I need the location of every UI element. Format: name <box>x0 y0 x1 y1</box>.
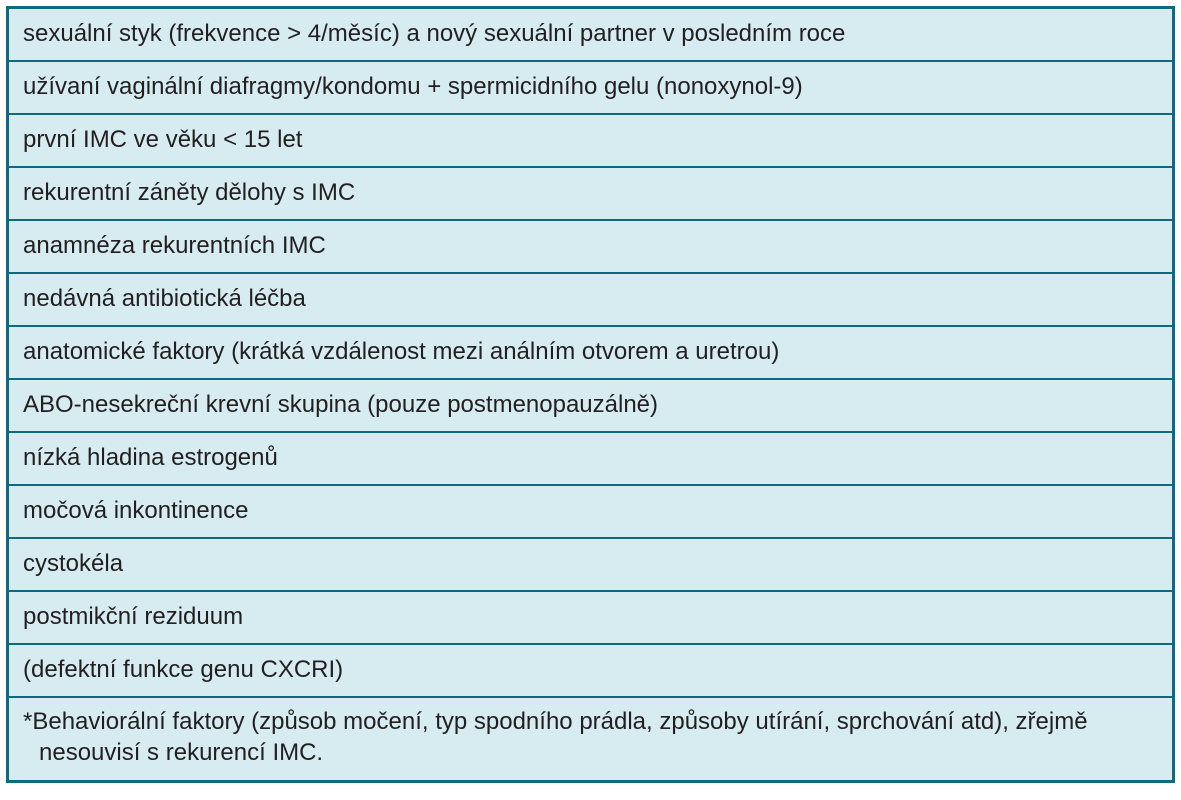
table-cell: užívaní vaginální diafragmy/kondomu + spermicidního gelu (nonoxynol-9) <box>8 61 1174 114</box>
table-cell: rekurentní záněty dělohy s IMC <box>8 167 1174 220</box>
footnote: *Behaviorální faktory (způsob močení, typ spodního prádla, způsoby utírání, sprchování atd), zřejmě nesouvisí s rekurencí IMC. <box>23 707 1088 766</box>
table-row <box>8 485 1174 538</box>
table-cell: postmikční reziduum <box>8 591 1174 644</box>
table-cell: nedávná antibiotická léčba <box>8 273 1174 326</box>
table-row <box>8 326 1174 379</box>
table-cell: močová inkontinence <box>8 485 1174 538</box>
table-row <box>8 114 1174 167</box>
table-cell: nízká hladina estrogenů <box>8 432 1174 485</box>
table-cell: první IMC ve věku < 15 let <box>8 114 1174 167</box>
table-row <box>8 538 1174 591</box>
footnote-row <box>8 697 1174 782</box>
table-row <box>8 8 1174 61</box>
table-row <box>8 644 1174 697</box>
table-row <box>8 220 1174 273</box>
table-cell: anatomické faktory (krátká vzdálenost mezi análním otvorem a uretrou) <box>8 326 1174 379</box>
table-row <box>8 432 1174 485</box>
table-cell: (defektní funkce genu CXCRI) <box>8 644 1174 697</box>
table-row <box>8 167 1174 220</box>
table-cell: ABO-nesekreční krevní skupina (pouze postmenopauzálně) <box>8 379 1174 432</box>
table-cell: cystokéla <box>8 538 1174 591</box>
table-row <box>8 61 1174 114</box>
table-cell: anamnéza rekurentních IMC <box>8 220 1174 273</box>
risk-factors-table <box>6 6 1175 783</box>
table-row <box>8 591 1174 644</box>
table-row <box>8 273 1174 326</box>
table-cell: sexuální styk (frekvence > 4/měsíc) a nový sexuální partner v posledním roce <box>8 8 1174 61</box>
table-row <box>8 379 1174 432</box>
